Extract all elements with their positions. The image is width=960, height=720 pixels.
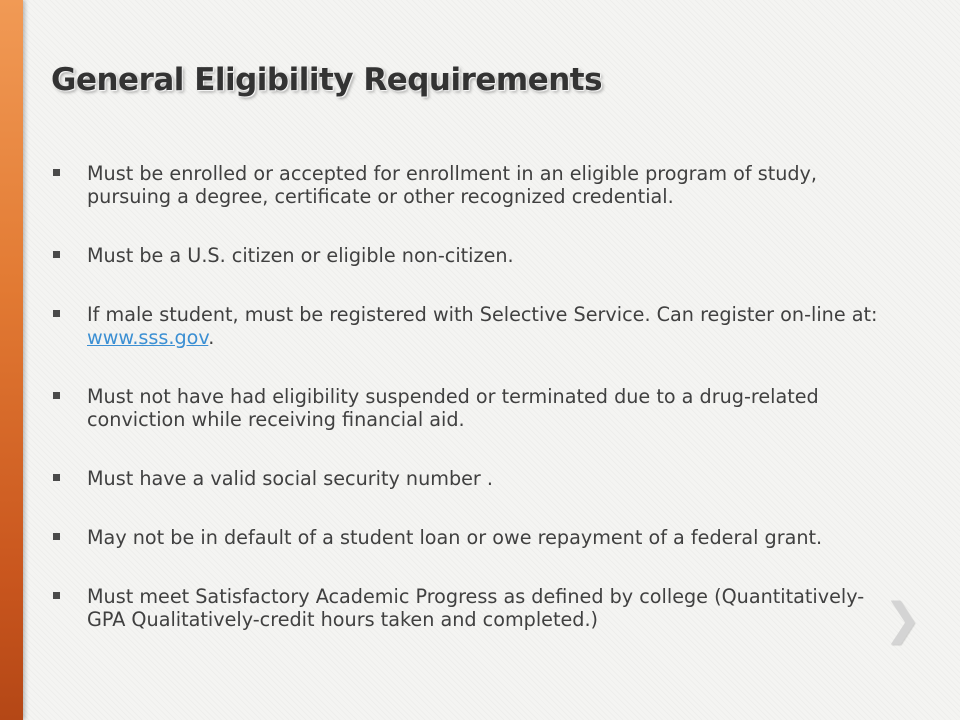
bullet-text-suffix: . — [208, 326, 215, 349]
bullet-item — [53, 303, 898, 349]
bullet-item — [53, 162, 898, 208]
bullet-item — [53, 467, 898, 490]
slide-title: General Eligibility Requirements — [51, 62, 603, 98]
bullet-text: If male student, must be registered with Selective Service. Can register on-line at: — [87, 303, 878, 326]
accent-side-bar — [0, 0, 23, 720]
bullet-item — [53, 244, 898, 267]
bullet-text: Must be a U.S. citizen or eligible non-citizen. — [87, 244, 514, 267]
bullet-list — [53, 162, 898, 631]
bullet-text: Must meet Satisfactory Academic Progress as defined by college (Quantitatively-GPA Qualitatively-credit hours taken and completed.) — [87, 585, 865, 631]
square-bullet-icon — [53, 392, 60, 399]
square-bullet-icon — [53, 592, 60, 599]
bullet-item — [53, 585, 898, 631]
bullet-text: Must be enrolled or accepted for enrollment in an eligible program of study, pursuing a degree, certificate or other recognized credential. — [87, 162, 818, 208]
square-bullet-icon — [53, 251, 60, 258]
square-bullet-icon — [53, 533, 60, 540]
sss-gov-link[interactable]: www.sss.gov — [87, 326, 209, 349]
square-bullet-icon — [53, 310, 60, 317]
bullet-item — [53, 526, 898, 549]
square-bullet-icon — [53, 169, 60, 176]
next-slide-chevron-icon[interactable]: ❯ — [884, 594, 921, 645]
square-bullet-icon — [53, 474, 60, 481]
bullet-text: Must not have had eligibility suspended or terminated due to a drug-related conviction while receiving financial aid. — [87, 385, 819, 431]
bullet-item — [53, 385, 898, 431]
bullet-text: May not be in default of a student loan or owe repayment of a federal grant. — [87, 526, 823, 549]
bullet-text: Must have a valid social security number . — [87, 467, 494, 490]
